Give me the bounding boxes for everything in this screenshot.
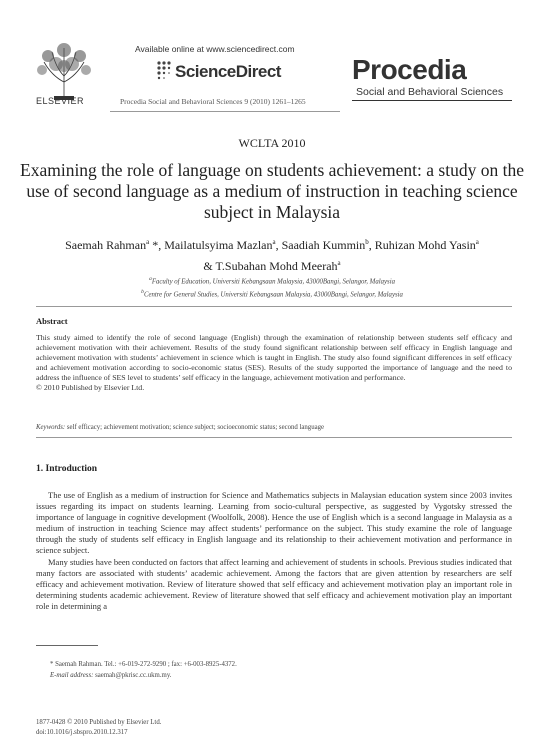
keywords xyxy=(36,424,324,431)
affiliation-sup: a xyxy=(149,276,152,282)
author-sup: a xyxy=(272,238,276,246)
author-name: Mailatulsyima Mazlan xyxy=(164,238,273,252)
abstract-text: This study aimed to identify the role of second language (English) through the examination of relationship between students self efficacy and achievement motivation with their achievement. Results of the study found significant relationship between self efficacy in English language and achievement motivation with students’ achievement in science which is taught in English. The study also found significant differences in self efficacy and achievement motivation according to socio-economic status (SES). Results of the study supported the importance of language and the need to address the influence of SES level to students’ self efficacy in the language, achievement motivation and performance. xyxy=(36,333,512,383)
introduction-body xyxy=(36,490,512,612)
sciencedirect-logo xyxy=(155,59,295,87)
header-divider xyxy=(110,111,340,112)
available-online-text: Available online at www.sciencedirect.com xyxy=(135,44,295,54)
author-name: Saadiah Kummin xyxy=(281,238,366,252)
footnote-email-line xyxy=(50,670,237,681)
footnote-rule xyxy=(36,645,98,646)
author-star: * xyxy=(152,238,159,252)
procedia-logo: Procedia xyxy=(352,54,467,85)
author-list: Saemah Rahman$^a$ *, Mailatulsyima Mazlan$^a$, Saadiah Kummin$^b$, Ruhizan Mohd Yasin$^a$ & T.Subahan Mohd Meerah$^a$ xyxy=(65,238,479,273)
paper-title: Examining the role of language on students achievement: a study on the use of second language as a medium of instruction in teaching science subject in Malaysia xyxy=(20,160,524,222)
publication-info xyxy=(36,718,161,738)
journal-reference: Procedia Social and Behavioral Sciences 9 (2010) 1261–1265 xyxy=(120,97,306,106)
affiliation-text: Centre for General Studies, Universiti Kebangsaan Malaysia, 43000Bangi, Selangor, Malaysia xyxy=(143,291,403,299)
footnote-contact: * Saemah Rahman. Tel.: +6-019-272-9290 ; fax: +6-003-8925-4372. xyxy=(50,661,237,668)
header-divider-right xyxy=(352,100,512,101)
author-sup: a xyxy=(146,238,150,246)
abstract-heading: Abstract xyxy=(36,316,68,326)
elsevier-tree-logo xyxy=(34,42,94,104)
sciencedirect-wordmark: ScienceDirect xyxy=(175,62,281,81)
elsevier-wordmark: ELSEVIER xyxy=(36,96,85,106)
keywords-label: Keywords: xyxy=(36,424,66,431)
abstract-body xyxy=(36,333,512,394)
email-address[interactable]: saemah@pkrisc.cc.ukm.my. xyxy=(95,672,172,679)
sciencedirect-dots-icon xyxy=(155,59,173,85)
affiliation-line xyxy=(20,287,524,300)
email-label: E-mail address: xyxy=(50,672,94,679)
affiliation-sup: b xyxy=(141,289,144,296)
author-name: & T.Subahan Mohd Meerah xyxy=(203,259,338,273)
author-sup: b xyxy=(365,238,369,246)
author-name: Ruhizan Mohd Yasin xyxy=(374,238,476,252)
affiliation-text: Faculty of Education, Universiti Kebangsaan Malaysia, 43000Bangi, Selangor, Malaysia xyxy=(151,278,395,286)
keywords-text: self efficacy; achievement motivation; science subject; socioeconomic status; second language xyxy=(66,424,325,431)
issn-copyright: 1877-0428 © 2010 Published by Elsevier Ltd. xyxy=(36,719,162,726)
abstract-top-rule xyxy=(36,306,512,307)
conference-name: WCLTA 2010 xyxy=(238,136,306,150)
procedia-subtitle: Social and Behavioral Sciences xyxy=(356,86,504,98)
abstract-copyright: © 2010 Published by Elsevier Ltd. xyxy=(36,383,145,393)
author-name: Saemah Rahman xyxy=(65,238,147,252)
affiliations xyxy=(20,274,524,301)
paragraph: Many studies have been conducted on factors that affect learning and achievement of students in schools. Previous studies indicated that many factors are associated with students’ academic achievement. Among the factors that are given attention by researchers are self efficacy and achievement motivation. Review of literature showed that self efficacy and achievement motivation play an important role in determining students academic achievement. Review of literature showed that self efficacy and achievement motivation play an important role in determining a xyxy=(36,556,512,611)
affiliation-line xyxy=(20,274,524,287)
author-sup: a xyxy=(475,238,479,246)
author-sup: a xyxy=(337,259,341,267)
doi-link[interactable]: doi:10.1016/j.sbspro.2010.12.317 xyxy=(36,729,128,736)
keywords-rule xyxy=(36,437,512,438)
footnote xyxy=(50,659,237,681)
section-heading-introduction: 1. Introduction xyxy=(36,464,98,474)
paragraph: The use of English as a medium of instruction for Science and Mathematics subjects in Malaysian education system since 2003 invites issues regarding its impact on students learning. Learning from socio-cultural perspective, as suggested by Vygotsky stressed the importance of language in cognitive development (Woolfolk, 2008). Hence the use of English which is a second language in Malaysia as a medium of instruction in teaching Science may affect students’ performance on the subject. This study examine the role of language through the study of students self efficacy in English language and its relationship to their achievement motivation and performance in science subject. xyxy=(36,490,512,556)
